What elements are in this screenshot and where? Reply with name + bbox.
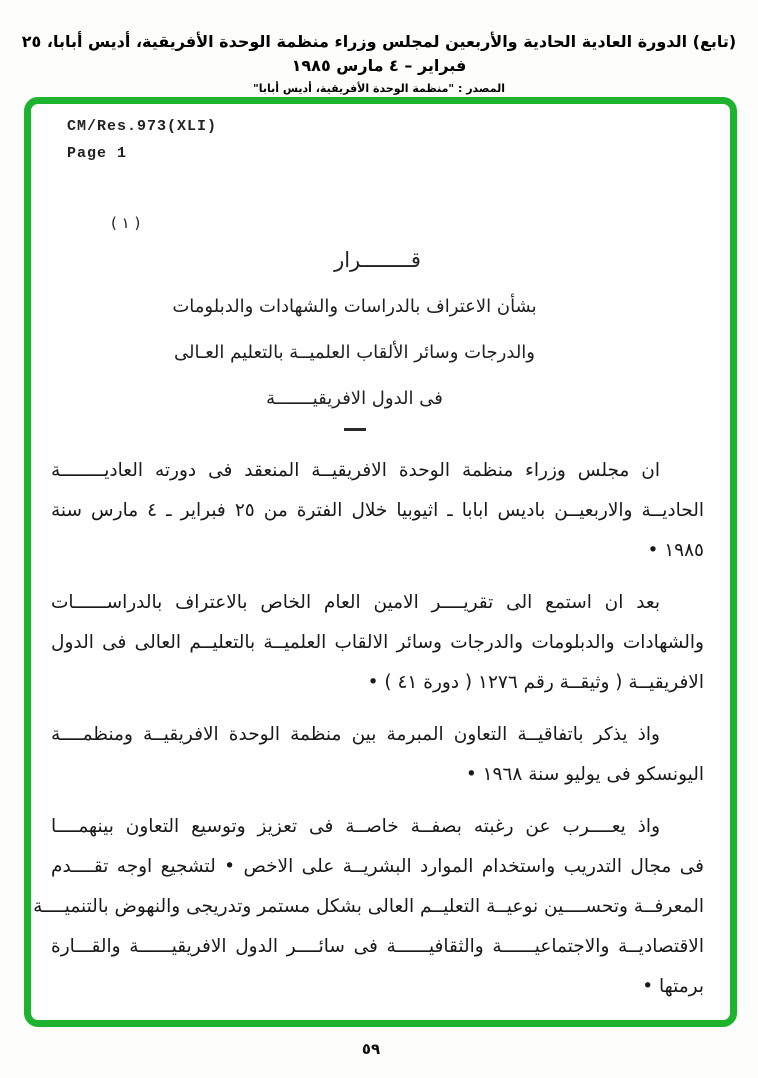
separator-line xyxy=(344,428,366,431)
paragraph-line: برمتها • xyxy=(642,976,704,997)
paragraph-line: بعد ان استمع الى تقريــــر الامين العام الخاص بالاعتراف بالدراســــــات xyxy=(51,592,660,613)
page-label: Page 1 xyxy=(67,145,128,162)
paragraph xyxy=(33,807,704,1007)
paragraph xyxy=(51,715,704,795)
resolution-content xyxy=(31,104,730,1020)
paragraph-line: ان مجلس وزراء منظمة الوحدة الافريقيــة المنعقد فى دورته العاديــــــــة xyxy=(51,460,660,481)
header-session-title: (تابع) الدورة العادية الحادية والأربعين لمجلس وزراء منظمة الوحدة الأفريقية، أديس أبابا، ٢٥ فبراير – ٤ مارس ١٩٨٥ xyxy=(21,32,737,75)
subtitle-line: فى الدول الافريقيـــــــة xyxy=(266,388,443,409)
paragraph-line: المعرفــة وتحســــين نوعيــة التعليــم العالى بشكل مستمر وتدريجى والنهوض بالتنميــــة xyxy=(33,896,704,917)
document-header xyxy=(8,30,750,95)
header-source-line: المصدر : "منظمة الوحدة الأفريقية، أديس أبابا" xyxy=(252,82,506,95)
resolution-title: قــــــــرار xyxy=(334,248,421,272)
paragraph-line: ١٩٨٥ • xyxy=(647,540,704,561)
page-number: ٥٩ xyxy=(361,1040,381,1058)
paragraph-line: واذ يذكر باتفاقيــة التعاون المبرمة بين منظمة الوحدة الافريقيــة ومنظمــــة xyxy=(51,724,660,745)
paragraph xyxy=(51,583,704,703)
paragraph-line: فى مجال التدريب واستخدام الموارد البشريــة على الاخص • لتشجيع اوجه تقــــدم xyxy=(51,856,704,877)
subtitle-line: والدرجات وسائر الألقاب العلميــة بالتعليم العـالى xyxy=(173,342,535,363)
item-number: ( ١ ) xyxy=(111,214,141,232)
paragraph-line: واذ يعــــرب عن رغبته بصفــة خاصــة فى تعزيز وتوسيع التعاون بينهمــــا xyxy=(51,816,660,837)
resolution-body xyxy=(33,451,704,1007)
resolution-subtitle xyxy=(105,284,604,431)
paragraph-line: اليونسكو فى يوليو سنة ١٩٦٨ • xyxy=(465,764,704,785)
paragraph-line: الاقتصاديــة والاجتماعيــــــة والثقافيــــــة فى سائــــر الدول الافريقيــــــة والقـــارة xyxy=(51,936,704,957)
resolution-reference: CM/Res.973(XLI) xyxy=(67,118,218,135)
highlight-frame xyxy=(24,97,737,1027)
paragraph xyxy=(51,451,704,571)
paragraph-line: والشهادات والدبلومات والدرجات وسائر الالقاب العلميــة بالتعليــم العالى فى الدول xyxy=(51,632,704,653)
paragraph-line: الحاديــة والاربعيــن باديس ابابا ـ اثيوبيا خلال الفترة من ٢٥ فبراير ـ ٤ مارس سنة xyxy=(51,500,704,521)
paragraph-line: الافريقيــة ( وثيقــة رقم ١٢٧٦ ( دورة ٤١ ) • xyxy=(367,672,704,693)
subtitle-line: بشأن الاعتراف بالدراسات والشهادات والدبلومات xyxy=(172,296,537,317)
